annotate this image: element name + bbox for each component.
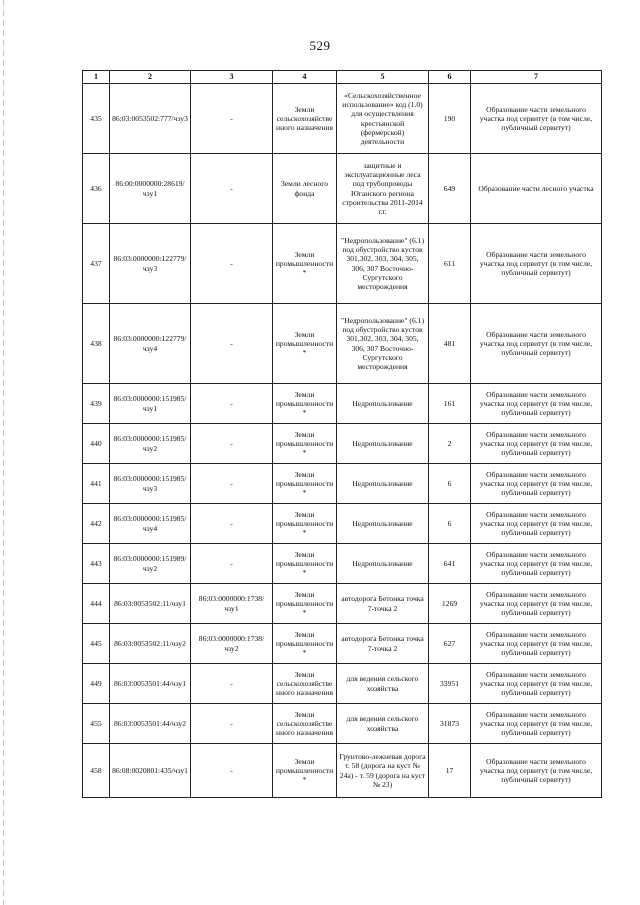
secondary-cadastral-cell: - (191, 224, 273, 304)
land-category-cell: Земли сельскохозяйственного назначения (273, 84, 337, 154)
purpose-cell: Образование части земельного участка под сервитут (в том числе, публичный сервитут) (471, 704, 602, 744)
secondary-cadastral-cell: - (191, 544, 273, 584)
purpose-cell: Образование части земельного участка под сервитут (в том числе, публичный сервитут) (471, 664, 602, 704)
table-row (83, 304, 602, 384)
secondary-cadastral-cell: 86:03:0000000:1738/чзу2 (191, 624, 273, 664)
area-cell: 641 (429, 544, 471, 584)
area-cell: 649 (429, 154, 471, 224)
cadastral-number-cell: 86:03:0053502:777/чзу3 (110, 84, 191, 154)
column-header: 3 (191, 71, 273, 84)
row-number-cell: 443 (83, 544, 110, 584)
row-number-cell: 435 (83, 84, 110, 154)
cadastral-number-cell: 86:03:0053501:44/чзу1 (110, 664, 191, 704)
permitted-use-cell: Недропользование (337, 384, 429, 424)
table-header-row (83, 71, 602, 84)
cadastral-number-cell: 86:03:0053502:11/чзу2 (110, 624, 191, 664)
area-cell: 31873 (429, 704, 471, 744)
table-body (83, 84, 602, 798)
cadastral-number-cell: 86:03:0000000:151989/чзу2 (110, 544, 191, 584)
area-cell: 627 (429, 624, 471, 664)
purpose-cell: Образование части земельного участка под сервитут (в том числе, публичный сервитут) (471, 744, 602, 798)
land-category-cell: Земли промышленности* (273, 624, 337, 664)
area-cell: 6 (429, 464, 471, 504)
cadastral-number-cell: 86:03:0053502:11/чзу1 (110, 584, 191, 624)
row-number-cell: 458 (83, 744, 110, 798)
purpose-cell: Образование части земельного участка под сервитут (в том числе, публичный сервитут) (471, 84, 602, 154)
purpose-cell: Образование части земельного участка под сервитут (в том числе, публичный сервитут) (471, 624, 602, 664)
purpose-cell: Образование части земельного участка под сервитут (в том числе, публичный сервитут) (471, 304, 602, 384)
row-number-cell: 436 (83, 154, 110, 224)
area-cell: 33951 (429, 664, 471, 704)
table-row (83, 464, 602, 504)
area-cell: 611 (429, 224, 471, 304)
row-number-cell: 449 (83, 664, 110, 704)
area-cell: 161 (429, 384, 471, 424)
table-row (83, 664, 602, 704)
area-cell: 17 (429, 744, 471, 798)
secondary-cadastral-cell: - (191, 384, 273, 424)
permitted-use-cell: для ведения сельского хозяйства (337, 704, 429, 744)
row-number-cell: 440 (83, 424, 110, 464)
secondary-cadastral-cell: - (191, 84, 273, 154)
row-number-cell: 444 (83, 584, 110, 624)
land-category-cell: Земли промышленности* (273, 744, 337, 798)
table-row (83, 84, 602, 154)
table-row (83, 384, 602, 424)
purpose-cell: Образование части земельного участка под сервитут (в том числе, публичный сервитут) (471, 584, 602, 624)
cadastral-number-cell: 86:03:0000000:122779/чзу4 (110, 304, 191, 384)
land-category-cell: Земли лесного фонда (273, 154, 337, 224)
permitted-use-cell: Недропользование (337, 504, 429, 544)
purpose-cell: Образование части земельного участка под сервитут (в том числе, публичный сервитут) (471, 464, 602, 504)
secondary-cadastral-cell: 86:03:0000000:1738/чзу1 (191, 584, 273, 624)
secondary-cadastral-cell: - (191, 464, 273, 504)
table-row (83, 744, 602, 798)
land-plots-table (82, 70, 602, 798)
permitted-use-cell: "Недропользование" (6.1) под обустройство кустов 301,302, 303, 304, 305, 306, 307 Восточно-Сургутского месторождения (337, 304, 429, 384)
secondary-cadastral-cell: - (191, 154, 273, 224)
cadastral-number-cell: 86:00:0000000:28619/чзу1 (110, 154, 191, 224)
cadastral-number-cell: 86:08:0020801:435/чзу1 (110, 744, 191, 798)
column-header: 7 (471, 71, 602, 84)
table-row (83, 584, 602, 624)
cadastral-number-cell: 86:03:0000000:122779/чзу3 (110, 224, 191, 304)
area-cell: 190 (429, 84, 471, 154)
table-row (83, 544, 602, 584)
land-category-cell: Земли промышленности* (273, 584, 337, 624)
row-number-cell: 441 (83, 464, 110, 504)
secondary-cadastral-cell: - (191, 304, 273, 384)
row-number-cell: 438 (83, 304, 110, 384)
secondary-cadastral-cell: - (191, 664, 273, 704)
purpose-cell: Образование части земельного участка под сервитут (в том числе, публичный сервитут) (471, 504, 602, 544)
page-number: 529 (309, 38, 331, 53)
permitted-use-cell: Недропользование (337, 464, 429, 504)
secondary-cadastral-cell: - (191, 424, 273, 464)
row-number-cell: 455 (83, 704, 110, 744)
area-cell: 2 (429, 424, 471, 464)
table-row (83, 424, 602, 464)
land-category-cell: Земли промышленности* (273, 424, 337, 464)
column-header: 4 (273, 71, 337, 84)
permitted-use-cell: автодорога Бетонка точка 7-точка 2 (337, 584, 429, 624)
permitted-use-cell: «Сельскохозяйственное использование» код (1.0) для осуществления крестьянской (фермерской) деятельности (337, 84, 429, 154)
land-category-cell: Земли промышленности* (273, 464, 337, 504)
purpose-cell: Образование части земельного участка под сервитут (в том числе, публичный сервитут) (471, 384, 602, 424)
purpose-cell: Образование части лесного участка (471, 154, 602, 224)
cadastral-number-cell: 86:03:0000000:151985/чзу2 (110, 424, 191, 464)
table-row (83, 624, 602, 664)
permitted-use-cell: Недропользование (337, 424, 429, 464)
purpose-cell: Образование части земельного участка под сервитут (в том числе, публичный сервитут) (471, 224, 602, 304)
cadastral-number-cell: 86:03:0000000:151985/чзу3 (110, 464, 191, 504)
permitted-use-cell: автодорога Бетонка точка 7-точка 2 (337, 624, 429, 664)
purpose-cell: Образование части земельного участка под сервитут (в том числе, публичный сервитут) (471, 424, 602, 464)
row-number-cell: 437 (83, 224, 110, 304)
column-header: 2 (110, 71, 191, 84)
row-number-cell: 442 (83, 504, 110, 544)
land-category-cell: Земли промышленности* (273, 504, 337, 544)
land-category-cell: Земли промышленности* (273, 224, 337, 304)
column-header: 6 (429, 71, 471, 84)
land-category-cell: Земли промышленности* (273, 384, 337, 424)
table-row (83, 504, 602, 544)
column-header: 5 (337, 71, 429, 84)
table-row (83, 224, 602, 304)
column-header: 1 (83, 71, 110, 84)
area-cell: 6 (429, 504, 471, 544)
land-category-cell: Земли сельскохозяйственного назначения (273, 704, 337, 744)
table-row (83, 154, 602, 224)
permitted-use-cell: Грунтово-лежневая дорога т. 58 (дорога на куст № 24а) - т. 59 (дорога на куст № 23) (337, 744, 429, 798)
secondary-cadastral-cell: - (191, 504, 273, 544)
row-number-cell: 439 (83, 384, 110, 424)
secondary-cadastral-cell: - (191, 704, 273, 744)
land-category-cell: Земли промышленности* (273, 304, 337, 384)
table-row (83, 704, 602, 744)
purpose-cell: Образование части земельного участка под сервитут (в том числе, публичный сервитут) (471, 544, 602, 584)
scan-edge (3, 0, 4, 905)
secondary-cadastral-cell: - (191, 744, 273, 798)
cadastral-number-cell: 86:03:0053501:44/чзу2 (110, 704, 191, 744)
land-category-cell: Земли промышленности* (273, 544, 337, 584)
permitted-use-cell: для ведения сельского хозяйства (337, 664, 429, 704)
area-cell: 1269 (429, 584, 471, 624)
permitted-use-cell: защитные и эксплуатационные леса под трубопроводы Юганского региона строительства 2011-2014 г.г. (337, 154, 429, 224)
permitted-use-cell: "Недропользование" (6.1) под обустройство кустов 301,302, 303, 304, 305, 306, 307 Восточно-Сургутского месторождения (337, 224, 429, 304)
land-category-cell: Земли сельскохозяйственного назначения (273, 664, 337, 704)
row-number-cell: 445 (83, 624, 110, 664)
cadastral-number-cell: 86:03:0000000:151985/чзу4 (110, 504, 191, 544)
permitted-use-cell: Недропользование (337, 544, 429, 584)
cadastral-number-cell: 86:03:0000000:151985/чзу1 (110, 384, 191, 424)
area-cell: 481 (429, 304, 471, 384)
